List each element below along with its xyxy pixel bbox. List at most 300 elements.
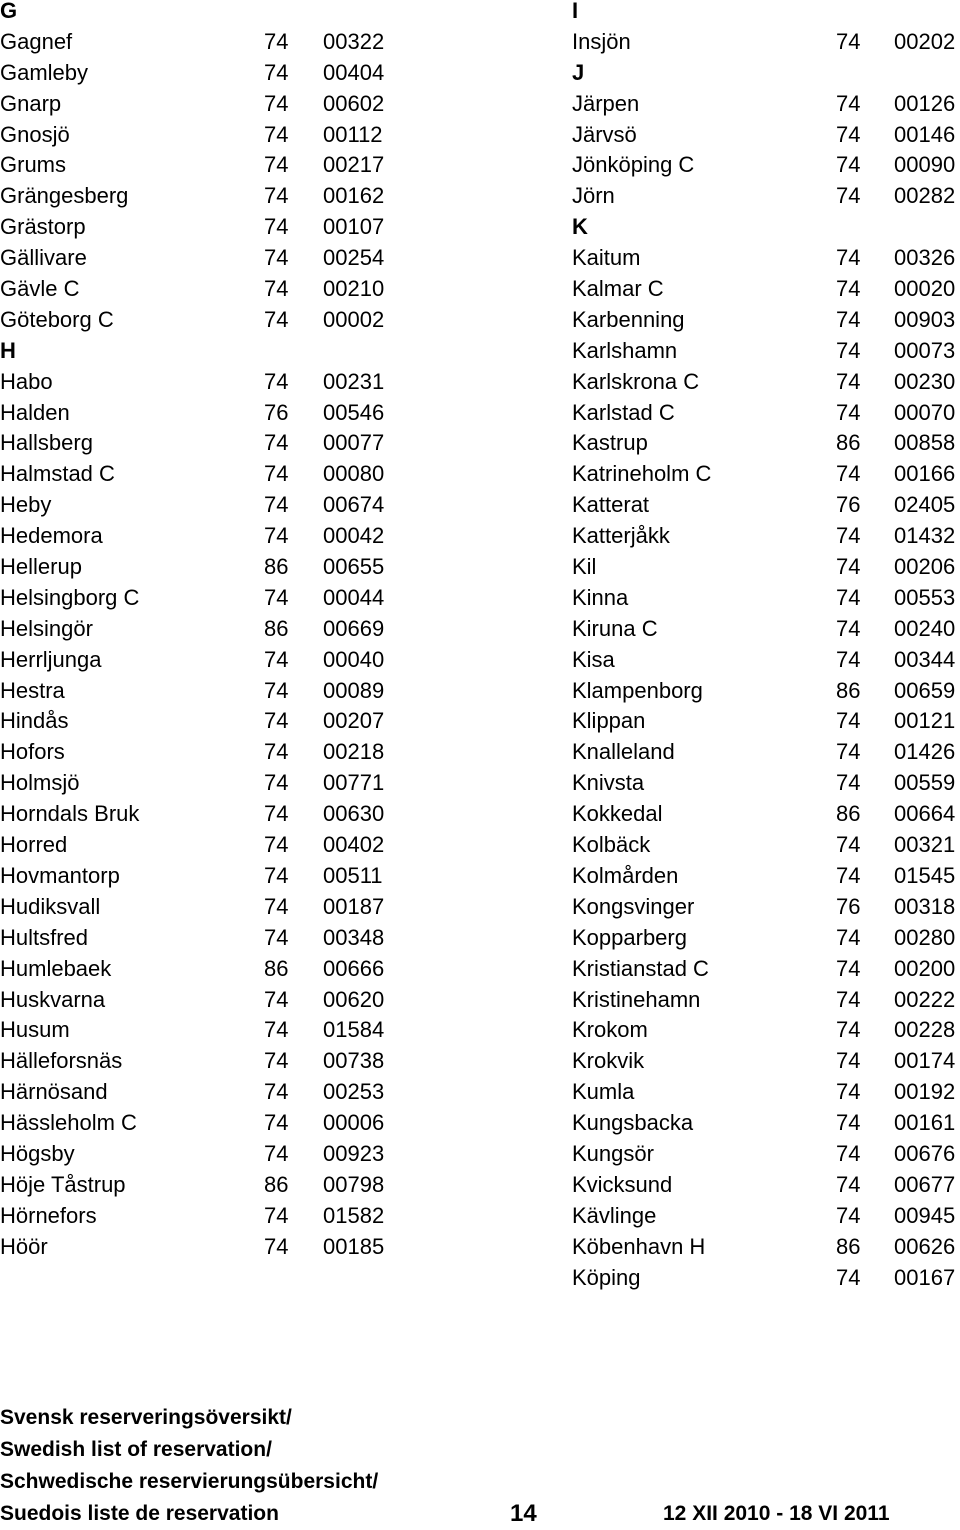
- station-name: Huskvarna: [0, 986, 106, 1012]
- station-name: Kungsbacka: [572, 1110, 694, 1136]
- section-letter: H: [0, 337, 16, 363]
- country-code: 74: [836, 955, 861, 981]
- country-code: 74: [836, 461, 861, 487]
- country-code: 74: [836, 832, 861, 858]
- station-name: Kaitum: [572, 245, 641, 271]
- station-code: 00738: [323, 1048, 385, 1074]
- station-code: 00002: [323, 306, 385, 332]
- station-row: [572, 27, 960, 58]
- station-code: 00090: [894, 152, 956, 178]
- station-code: 00546: [323, 399, 385, 425]
- country-code: 74: [836, 739, 861, 765]
- station-row: [0, 706, 390, 737]
- station-name: Krokvik: [572, 1048, 645, 1074]
- station-row: [0, 892, 390, 923]
- station-row: [572, 676, 960, 707]
- country-code: 74: [836, 28, 861, 54]
- country-code: 74: [264, 677, 289, 703]
- country-code: 74: [836, 121, 861, 147]
- station-name: Klampenborg: [572, 677, 703, 703]
- station-row: [572, 521, 960, 552]
- station-name: Köbenhavn H: [572, 1233, 706, 1259]
- country-code: 74: [264, 523, 289, 549]
- country-code: 74: [836, 399, 861, 425]
- station-name: Hälleforsnäs: [0, 1048, 123, 1074]
- country-code: 74: [836, 1048, 861, 1074]
- station-row: [0, 1077, 390, 1108]
- station-name: Kisa: [572, 646, 615, 672]
- station-code: 00669: [323, 615, 385, 641]
- station-code: 00231: [323, 368, 385, 394]
- station-code: 00674: [323, 492, 385, 518]
- station-row: [0, 552, 390, 583]
- station-code: 00126: [894, 90, 956, 116]
- station-row: [0, 645, 390, 676]
- country-code: 74: [264, 708, 289, 734]
- station-name: Holmsjö: [0, 770, 80, 796]
- station-code: 00202: [894, 28, 956, 54]
- station-name: Horred: [0, 832, 68, 858]
- station-name: Knalleland: [572, 739, 675, 765]
- country-code: 74: [836, 306, 861, 332]
- station-name: Kil: [572, 554, 597, 580]
- country-code: 74: [264, 1110, 289, 1136]
- station-name: Katrineholm C: [572, 461, 712, 487]
- country-code: 74: [836, 584, 861, 610]
- station-row: [0, 58, 390, 89]
- country-code: 74: [836, 1110, 861, 1136]
- country-code: 74: [836, 1264, 861, 1290]
- station-code: 00162: [323, 183, 385, 209]
- station-code: 00511: [323, 862, 383, 888]
- station-code: 00798: [323, 1171, 385, 1197]
- station-row: [572, 274, 960, 305]
- station-name: Hässleholm C: [0, 1110, 137, 1136]
- station-name: Karbenning: [572, 306, 685, 332]
- country-code: 74: [264, 183, 289, 209]
- country-code: 74: [264, 1079, 289, 1105]
- station-code: 00630: [323, 801, 385, 827]
- station-row: [572, 861, 960, 892]
- station-code: 00348: [323, 924, 385, 950]
- country-code: 74: [264, 306, 289, 332]
- station-row: [0, 181, 390, 212]
- country-code: 74: [264, 801, 289, 827]
- station-code: 00318: [894, 893, 956, 919]
- country-code: 74: [264, 276, 289, 302]
- station-name: Göteborg C: [0, 306, 114, 332]
- section-letter: J: [572, 59, 585, 85]
- station-name: Katterjåkk: [572, 523, 670, 549]
- station-name: Hörnefors: [0, 1202, 97, 1228]
- station-code: 00073: [894, 337, 956, 363]
- station-code: 00945: [894, 1202, 956, 1228]
- station-name: Karlstad C: [572, 399, 675, 425]
- country-code: 74: [264, 1140, 289, 1166]
- country-code: 74: [264, 461, 289, 487]
- country-code: 86: [836, 430, 861, 456]
- country-code: 74: [264, 893, 289, 919]
- station-code: 00107: [323, 214, 385, 240]
- station-name: Kongsvinger: [572, 893, 695, 919]
- station-code: 00207: [323, 708, 385, 734]
- station-name: Hofors: [0, 739, 65, 765]
- station-code: 00210: [323, 276, 385, 302]
- country-code: 74: [836, 862, 861, 888]
- country-code: 74: [264, 214, 289, 240]
- station-code: 00167: [894, 1264, 956, 1290]
- station-name: Hindås: [0, 708, 69, 734]
- station-row: [0, 490, 390, 521]
- station-row: [572, 1077, 960, 1108]
- station-name: Järpen: [572, 90, 640, 116]
- country-code: 86: [836, 1233, 861, 1259]
- station-row: [0, 768, 390, 799]
- country-code: 74: [264, 832, 289, 858]
- station-row: [572, 954, 960, 985]
- country-code: 74: [836, 986, 861, 1012]
- station-code: 00042: [323, 523, 385, 549]
- station-name: Hedemora: [0, 523, 103, 549]
- station-code: 00620: [323, 986, 385, 1012]
- country-code: 86: [836, 677, 861, 703]
- country-code: 74: [836, 183, 861, 209]
- station-name: Gagnef: [0, 28, 73, 54]
- station-name: Helsingör: [0, 615, 93, 641]
- country-code: 74: [836, 554, 861, 580]
- station-row: [572, 830, 960, 861]
- country-code: 74: [836, 646, 861, 672]
- station-code: 00174: [894, 1048, 956, 1074]
- station-name: Hudiksvall: [0, 893, 101, 919]
- section-letter: G: [0, 0, 18, 23]
- station-name: Habo: [0, 368, 53, 394]
- station-code: 00771: [323, 770, 385, 796]
- station-row: [572, 552, 960, 583]
- station-code: 00080: [323, 461, 385, 487]
- footer-last-line: [0, 1498, 960, 1530]
- station-code: 00040: [323, 646, 385, 672]
- station-code: 00602: [323, 90, 385, 116]
- country-code: 74: [264, 862, 289, 888]
- station-row: [572, 243, 960, 274]
- station-name: Hestra: [0, 677, 65, 703]
- country-code: 74: [836, 1140, 861, 1166]
- station-row: [0, 1108, 390, 1139]
- station-name: Kungsör: [572, 1140, 654, 1166]
- page-number: 14: [510, 1500, 537, 1527]
- station-code: 00222: [894, 986, 956, 1012]
- country-code: 74: [264, 430, 289, 456]
- station-code: 00553: [894, 584, 956, 610]
- station-row: [572, 1046, 960, 1077]
- country-code: 74: [836, 523, 861, 549]
- station-code: 00321: [894, 832, 956, 858]
- station-row: [572, 1170, 960, 1201]
- station-name: Högsby: [0, 1140, 75, 1166]
- station-code: 00228: [894, 1017, 956, 1043]
- station-row: [572, 428, 960, 459]
- country-code: 74: [264, 739, 289, 765]
- station-row: [572, 892, 960, 923]
- country-code: 74: [836, 245, 861, 271]
- station-row: [572, 799, 960, 830]
- station-row: [0, 398, 390, 429]
- station-code: 00161: [894, 1110, 956, 1136]
- country-code: 74: [264, 986, 289, 1012]
- station-name: Krokom: [572, 1017, 648, 1043]
- station-row: [0, 428, 390, 459]
- station-name: Kristinehamn: [572, 986, 701, 1012]
- station-row: [572, 1108, 960, 1139]
- station-code: 00006: [323, 1110, 385, 1136]
- country-code: 74: [264, 1202, 289, 1228]
- station-code: 00206: [894, 554, 956, 580]
- country-code: 74: [836, 615, 861, 641]
- station-code: 00664: [894, 801, 956, 827]
- station-name: Humlebaek: [0, 955, 112, 981]
- station-code: 00230: [894, 368, 956, 394]
- station-code: 00666: [323, 955, 385, 981]
- station-code: 00326: [894, 245, 956, 271]
- station-name: Karlshamn: [572, 337, 678, 363]
- station-code: 00903: [894, 306, 956, 332]
- station-code: 00077: [323, 430, 385, 456]
- country-code: 74: [264, 584, 289, 610]
- station-name: Kopparberg: [572, 924, 687, 950]
- station-name: Höje Tåstrup: [0, 1171, 126, 1197]
- country-code: 74: [264, 1233, 289, 1259]
- station-code: 00200: [894, 955, 956, 981]
- country-code: 74: [264, 770, 289, 796]
- validity-dates: 12 XII 2010 - 18 VI 2011: [663, 1502, 890, 1525]
- country-code: 74: [836, 924, 861, 950]
- country-code: 74: [836, 368, 861, 394]
- station-name: Herrljunga: [0, 646, 102, 672]
- country-code: 86: [264, 615, 289, 641]
- station-row: [0, 799, 390, 830]
- station-code: 00344: [894, 646, 956, 672]
- country-code: 86: [836, 801, 861, 827]
- country-code: 74: [836, 1171, 861, 1197]
- country-code: 74: [264, 646, 289, 672]
- station-row: [0, 89, 390, 120]
- station-row: [572, 985, 960, 1016]
- country-code: 74: [264, 1048, 289, 1074]
- station-row: [0, 737, 390, 768]
- station-code: 00559: [894, 770, 956, 796]
- station-name: Gnosjö: [0, 121, 70, 147]
- station-row: [0, 243, 390, 274]
- station-name: Grums: [0, 152, 66, 178]
- station-row: [572, 1232, 960, 1263]
- station-code: 00253: [323, 1079, 385, 1105]
- station-name: Hovmantorp: [0, 862, 120, 888]
- station-name: Katterat: [572, 492, 650, 518]
- footer-title-english: Swedish list of reservation/: [0, 1438, 272, 1461]
- station-row: [0, 614, 390, 645]
- station-name: Grängesberg: [0, 183, 129, 209]
- station-row: [572, 768, 960, 799]
- station-code: 01584: [323, 1017, 385, 1043]
- country-code: 74: [264, 90, 289, 116]
- station-name: Hultsfred: [0, 924, 89, 950]
- station-name: Järvsö: [572, 121, 637, 147]
- station-row: [0, 120, 390, 151]
- country-code: 74: [264, 121, 289, 147]
- station-row: [0, 150, 390, 181]
- country-code: 86: [264, 1171, 289, 1197]
- station-row: [572, 367, 960, 398]
- station-row: [572, 120, 960, 151]
- station-name: Gnarp: [0, 90, 62, 116]
- right-column: [572, 0, 960, 1293]
- station-row: [0, 212, 390, 243]
- station-row: [0, 1170, 390, 1201]
- station-code: 00322: [323, 28, 385, 54]
- station-code: 00676: [894, 1140, 956, 1166]
- station-name: Knivsta: [572, 770, 645, 796]
- station-row: [0, 521, 390, 552]
- station-code: 00280: [894, 924, 956, 950]
- station-row: [0, 583, 390, 614]
- station-code: 00070: [894, 399, 956, 425]
- station-name: Gävle C: [0, 276, 80, 302]
- station-name: Höör: [0, 1233, 48, 1259]
- country-code: 76: [836, 893, 861, 919]
- station-name: Kristianstad C: [572, 955, 709, 981]
- station-name: Gamleby: [0, 59, 89, 85]
- station-row: [0, 985, 390, 1016]
- station-code: 00404: [323, 59, 385, 85]
- station-row: [572, 614, 960, 645]
- station-code: 01426: [894, 739, 956, 765]
- station-row: [572, 645, 960, 676]
- footer-title-german: Schwedische reservierungsübersicht/: [0, 1470, 379, 1493]
- country-code: 86: [264, 955, 289, 981]
- station-name: Karlskrona C: [572, 368, 700, 394]
- station-name: Kokkedal: [572, 801, 663, 827]
- station-name: Halmstad C: [0, 461, 115, 487]
- station-name: Kumla: [572, 1079, 635, 1105]
- station-row: [0, 1046, 390, 1077]
- station-code: 00121: [894, 708, 956, 734]
- station-code: 01545: [894, 862, 956, 888]
- station-row: [572, 706, 960, 737]
- station-name: Helsingborg C: [0, 584, 140, 610]
- station-row: [572, 923, 960, 954]
- country-code: 74: [836, 90, 861, 116]
- station-row: [572, 398, 960, 429]
- station-name: Kastrup: [572, 430, 648, 456]
- station-name: Horndals Bruk: [0, 801, 140, 827]
- station-code: 00240: [894, 615, 956, 641]
- station-code: 00659: [894, 677, 956, 703]
- station-code: 00089: [323, 677, 385, 703]
- station-code: 00677: [894, 1171, 956, 1197]
- country-code: 74: [264, 368, 289, 394]
- station-code: 00020: [894, 276, 956, 302]
- station-name: Gällivare: [0, 245, 87, 271]
- station-code: 00185: [323, 1233, 385, 1259]
- country-code: 74: [836, 770, 861, 796]
- country-code: 74: [264, 924, 289, 950]
- station-name: Kinna: [572, 584, 629, 610]
- station-row: [572, 583, 960, 614]
- station-row: [572, 1015, 960, 1046]
- station-code: 00923: [323, 1140, 385, 1166]
- station-row: [0, 861, 390, 892]
- station-row: [572, 737, 960, 768]
- station-name: Hallsberg: [0, 430, 93, 456]
- footer-title-french: Suedois liste de reservation: [0, 1502, 279, 1525]
- country-code: 86: [264, 554, 289, 580]
- footer: [0, 1402, 960, 1530]
- station-code: 00402: [323, 832, 385, 858]
- left-column: [0, 0, 390, 1263]
- station-name: Grästorp: [0, 214, 86, 240]
- station-name: Kiruna C: [572, 615, 658, 641]
- country-code: 74: [836, 1017, 861, 1043]
- station-name: Kalmar C: [572, 276, 664, 302]
- station-code: 00192: [894, 1079, 956, 1105]
- country-code: 74: [264, 59, 289, 85]
- station-code: 00187: [323, 893, 385, 919]
- station-row: [0, 1015, 390, 1046]
- station-row: [572, 1263, 960, 1294]
- station-code: 01582: [323, 1202, 385, 1228]
- station-name: Hellerup: [0, 554, 82, 580]
- station-row: [572, 1201, 960, 1232]
- country-code: 74: [264, 28, 289, 54]
- station-row: [0, 1201, 390, 1232]
- country-code: 74: [836, 1202, 861, 1228]
- station-name: Kävlinge: [572, 1202, 657, 1228]
- station-row: [0, 1232, 390, 1263]
- country-code: 74: [264, 152, 289, 178]
- station-row: [0, 923, 390, 954]
- country-code: 74: [264, 1017, 289, 1043]
- station-code: 00282: [894, 183, 956, 209]
- station-name: Klippan: [572, 708, 646, 734]
- station-name: Kolbäck: [572, 832, 651, 858]
- station-row: [0, 459, 390, 490]
- country-code: 74: [836, 276, 861, 302]
- station-code: 00044: [323, 584, 385, 610]
- station-row: [0, 830, 390, 861]
- footer-title-swedish: Svensk reserveringsöversikt/: [0, 1406, 292, 1429]
- station-name: Köping: [572, 1264, 641, 1290]
- station-row: [572, 305, 960, 336]
- station-code: 00254: [323, 245, 385, 271]
- station-name: Kolmården: [572, 862, 679, 888]
- station-row: [0, 1139, 390, 1170]
- station-code: 00112: [323, 121, 383, 147]
- station-row: [0, 954, 390, 985]
- station-name: Jörn: [572, 183, 615, 209]
- section-letter: K: [572, 214, 588, 240]
- station-row: [572, 181, 960, 212]
- station-row: [572, 150, 960, 181]
- country-code: 74: [264, 245, 289, 271]
- station-code: 00166: [894, 461, 956, 487]
- station-row: [0, 27, 390, 58]
- section-letter: I: [572, 0, 579, 23]
- station-code: 01432: [894, 523, 956, 549]
- station-name: Insjön: [572, 28, 631, 54]
- country-code: 74: [836, 1079, 861, 1105]
- station-row: [0, 367, 390, 398]
